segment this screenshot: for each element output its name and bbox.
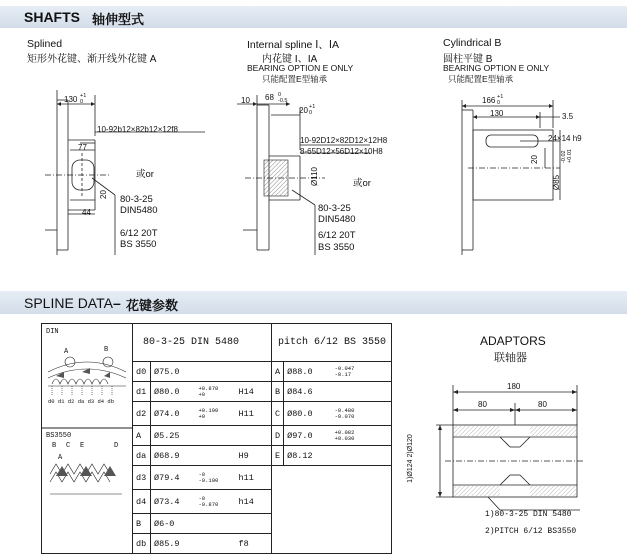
cylindrical-key: 24×14 h9: [548, 134, 582, 143]
cylindrical-bearing-cn: 只能配置E型轴承: [448, 74, 514, 84]
cylindrical-dim-3-5: 3.5: [562, 112, 574, 121]
internal-std1-line1: 80-3-25: [318, 203, 351, 214]
bs-letter-c: C: [66, 442, 71, 450]
splined-dim-130-tol: +1 0: [80, 93, 87, 105]
internal-title: Internal spline Ⅰ、ⅠA: [247, 39, 339, 51]
splined-title: Splined: [27, 38, 63, 50]
table-row: d1 Ø80.0 +0.870 +0 H14 B Ø84.6: [42, 382, 392, 402]
internal-or: 或or: [353, 178, 371, 189]
internal-std1-line2: DIN5480: [318, 214, 356, 225]
adaptor-dim-80-right: 80: [538, 400, 547, 409]
din-column-header: 80-3-25 DIN 5480: [133, 324, 272, 362]
din-label: DIN: [46, 328, 59, 336]
adaptor-note-2: 2)PITCH 6/12 BS3550: [485, 527, 577, 536]
adaptor-dim-180: 180: [507, 382, 521, 391]
bs-label: BS3550: [46, 432, 72, 440]
table-row: da Ø68.9 H9 E Ø8.12: [42, 446, 392, 466]
adaptor-note-1: 1)80-3-25 DIN 5480: [485, 510, 572, 519]
splined-std1-line1: 80-3-25: [120, 194, 153, 205]
din-letter-a: A: [64, 348, 69, 356]
internal-std2-line2: BS 3550: [318, 242, 355, 253]
splined-subtitle: 矩形外花键、渐开线外花键 A: [27, 54, 157, 65]
adaptors-title-cn: 联轴器: [494, 352, 527, 364]
bs-column-header: pitch 6/12 BS 3550: [272, 324, 392, 362]
table-row: d3 Ø79.4 -0 -0.190 h11: [42, 466, 392, 490]
cylindrical-bearing: BEARING OPTION E ONLY: [443, 63, 550, 73]
table-row: A Ø5.25 D Ø97.0 +0.082 +0.030: [42, 426, 392, 446]
spline-data-title: SPLINE DATA: [24, 295, 113, 311]
internal-dim-68-tol: 0 -0.5: [278, 92, 288, 104]
cylindrical-dim-166-tol: +1 0: [497, 94, 504, 106]
din-letter-b: B: [104, 346, 109, 354]
bs-letter-e: E: [80, 442, 85, 450]
cylindrical-dim-20: 20: [529, 155, 539, 164]
table-row: db Ø85.9 f8: [42, 534, 392, 554]
din-sublabels: d0 d1 d2 da d3 d4 db: [48, 398, 115, 405]
adaptors-title: ADAPTORS: [480, 334, 546, 348]
bs-letter-b: B: [52, 442, 57, 450]
internal-dim-20-tol: +1 0: [309, 104, 316, 116]
internal-std2-line1: 6/12 20T: [318, 230, 356, 241]
splined-dim-44: 44: [82, 208, 91, 217]
cylindrical-dim-85-tol: -0.02 +0.01: [560, 149, 573, 163]
splined-or: 或or: [136, 169, 154, 180]
adaptor-dim-80-left: 80: [478, 400, 487, 409]
internal-dim-110: Ø110: [309, 167, 319, 186]
splined-std2-line2: BS 3550: [120, 239, 157, 250]
cylindrical-dim-85: Ø85: [552, 174, 562, 191]
table-row: d2 Ø74.0 +0.190 +0 H11 C Ø80.0 -0.480 -0.070: [42, 402, 392, 426]
internal-dim-10: 10: [241, 96, 250, 105]
cylindrical-dim-166: 166: [482, 96, 496, 105]
splined-callout: 10-92b12×82b12×12f8: [97, 125, 178, 134]
cylindrical-title: Cylindrical B: [443, 37, 502, 49]
spline-data-title-cn: 花键参数: [126, 298, 179, 313]
internal-title-cn: 内花键 Ⅰ、ⅠA: [262, 54, 318, 65]
internal-callout-1: 10-92D12×82D12×12H8: [300, 136, 388, 145]
splined-dim-20: 20: [98, 190, 108, 199]
internal-bearing: BEARING OPTION E ONLY: [247, 63, 354, 73]
internal-dim-68: 68: [265, 93, 274, 102]
splined-dim-77: 77: [78, 143, 87, 152]
table-row: d0 Ø75.0 A Ø88.0 -0.047 -0.17: [42, 362, 392, 382]
internal-callout-2: 8-65D12×56D12×10H8: [300, 147, 383, 156]
splined-std2-line1: 6/12 20T: [120, 228, 158, 239]
cylindrical-title-cn: 圆柱平键 B: [443, 54, 493, 65]
table-row: d4 Ø73.4 -0 -0.870 h14: [42, 490, 392, 514]
spline-data-dash: –: [113, 295, 121, 311]
internal-dim-20: 20: [299, 106, 308, 115]
internal-bearing-cn: 只能配置E型轴承: [262, 74, 328, 84]
adaptor-dim-side: 1)Ø124 2)Ø120: [406, 434, 414, 483]
bs-letter-d: D: [114, 442, 119, 450]
splined-dim-130: 130: [64, 95, 78, 104]
shafts-title: SHAFTS: [24, 9, 80, 25]
table-row: B Ø6-0: [42, 514, 392, 534]
shafts-title-cn: 轴伸型式: [92, 12, 145, 27]
cylindrical-dim-130: 130: [490, 109, 504, 118]
splined-std1-line2: DIN5480: [120, 205, 158, 216]
bs-letter-a: A: [58, 454, 63, 462]
